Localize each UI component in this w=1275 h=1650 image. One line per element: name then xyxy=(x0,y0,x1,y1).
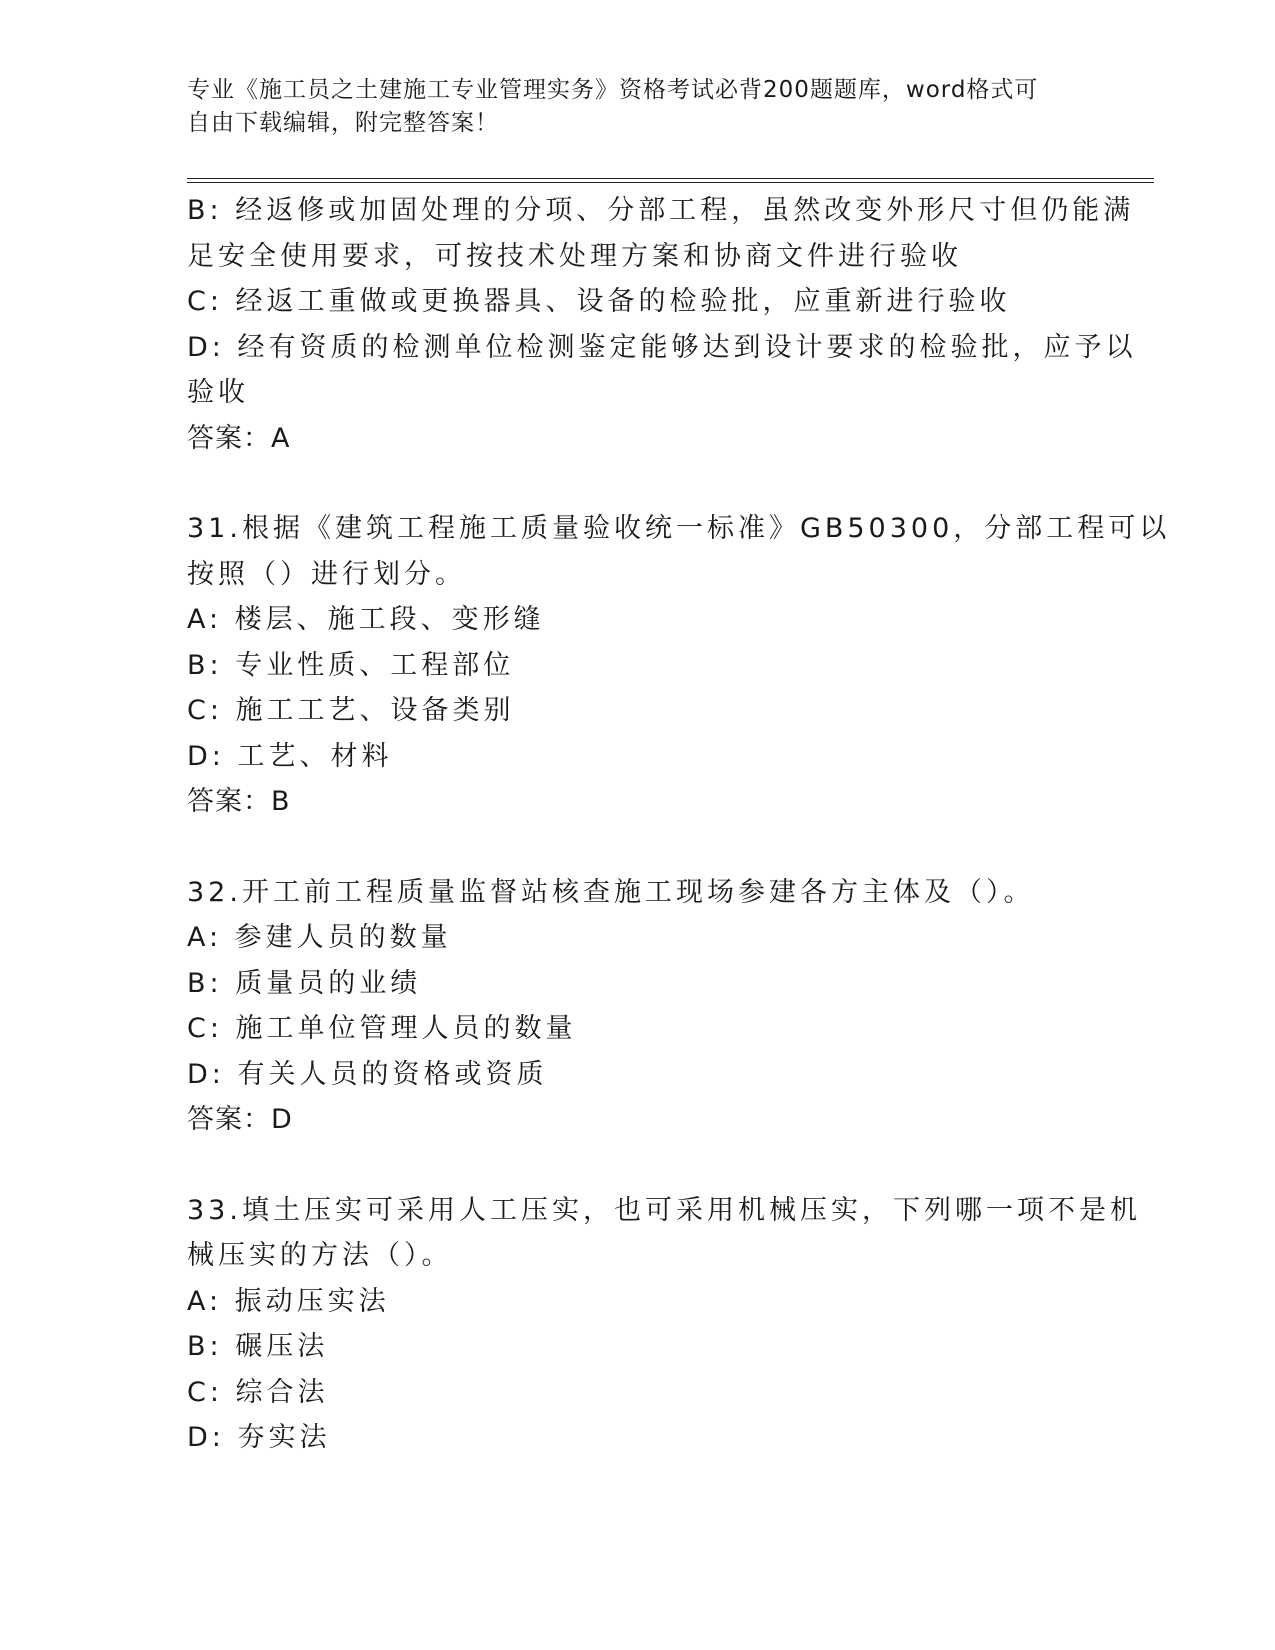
question-31 xyxy=(187,506,1171,825)
question-stem-line-2: 按照（）进行划分。 xyxy=(187,558,466,590)
option-b-line-1: B: 经返修或加固处理的分项、分部工程，虽然改变外形尺寸但仍能满 xyxy=(187,195,1135,226)
header-divider xyxy=(187,178,1154,183)
option-d: D: 工艺、材料 xyxy=(187,740,393,772)
option-a: A: 振动压实法 xyxy=(187,1285,390,1317)
option-c: C: 综合法 xyxy=(187,1376,329,1408)
header-line-1: 专业《施工员之土建施工专业管理实务》资格考试必背200题题库，word格式可 xyxy=(187,77,1039,103)
option-d: D: 有关人员的资格或资质 xyxy=(187,1058,548,1090)
option-d: D: 夯实法 xyxy=(187,1422,331,1453)
question-continued xyxy=(187,188,1137,461)
option-b: B: 专业性质、工程部位 xyxy=(187,649,515,681)
option-b-line-2: 足安全使用要求，可按技术处理方案和协商文件进行验收 xyxy=(187,240,962,272)
question-stem-line-1: 31.根据《建筑工程施工质量验收统一标准》GB50300，分部工程可以 xyxy=(187,513,1171,544)
option-c: C: 经返工重做或更换器具、设备的检验批，应重新进行验收 xyxy=(187,286,1011,317)
answer-30: 答案：A xyxy=(187,422,291,454)
option-b: B: 质量员的业绩 xyxy=(187,967,422,999)
header-line-2: 自由下载编辑，附完整答案！ xyxy=(187,110,499,136)
answer-32: 答案：D xyxy=(187,1104,293,1135)
question-stem-line-1: 32.开工前工程质量监督站核查施工现场参建各方主体及（）。 xyxy=(187,876,1035,908)
document-body xyxy=(187,188,1171,1461)
option-c: C: 施工工艺、设备类别 xyxy=(187,695,515,726)
option-a: A: 楼层、施工段、变形缝 xyxy=(187,604,545,635)
option-b: B: 碾压法 xyxy=(187,1331,329,1362)
question-33 xyxy=(187,1188,1141,1461)
question-32 xyxy=(187,870,1087,1143)
option-d-line-1: D: 经有资质的检测单位检测鉴定能够达到设计要求的检验批，应予以 xyxy=(187,331,1137,363)
option-d-line-2: 验收 xyxy=(187,377,249,408)
option-a: A: 参建人员的数量 xyxy=(187,922,452,953)
page-header xyxy=(187,74,1067,140)
answer-31: 答案：B xyxy=(187,786,291,817)
question-stem-line-2: 械压实的方法（）。 xyxy=(187,1240,453,1271)
option-c: C: 施工单位管理人员的数量 xyxy=(187,1013,577,1044)
question-stem-line-1: 33.填土压实可采用人工压实，也可采用机械压实，下列哪一项不是机 xyxy=(187,1194,1141,1226)
